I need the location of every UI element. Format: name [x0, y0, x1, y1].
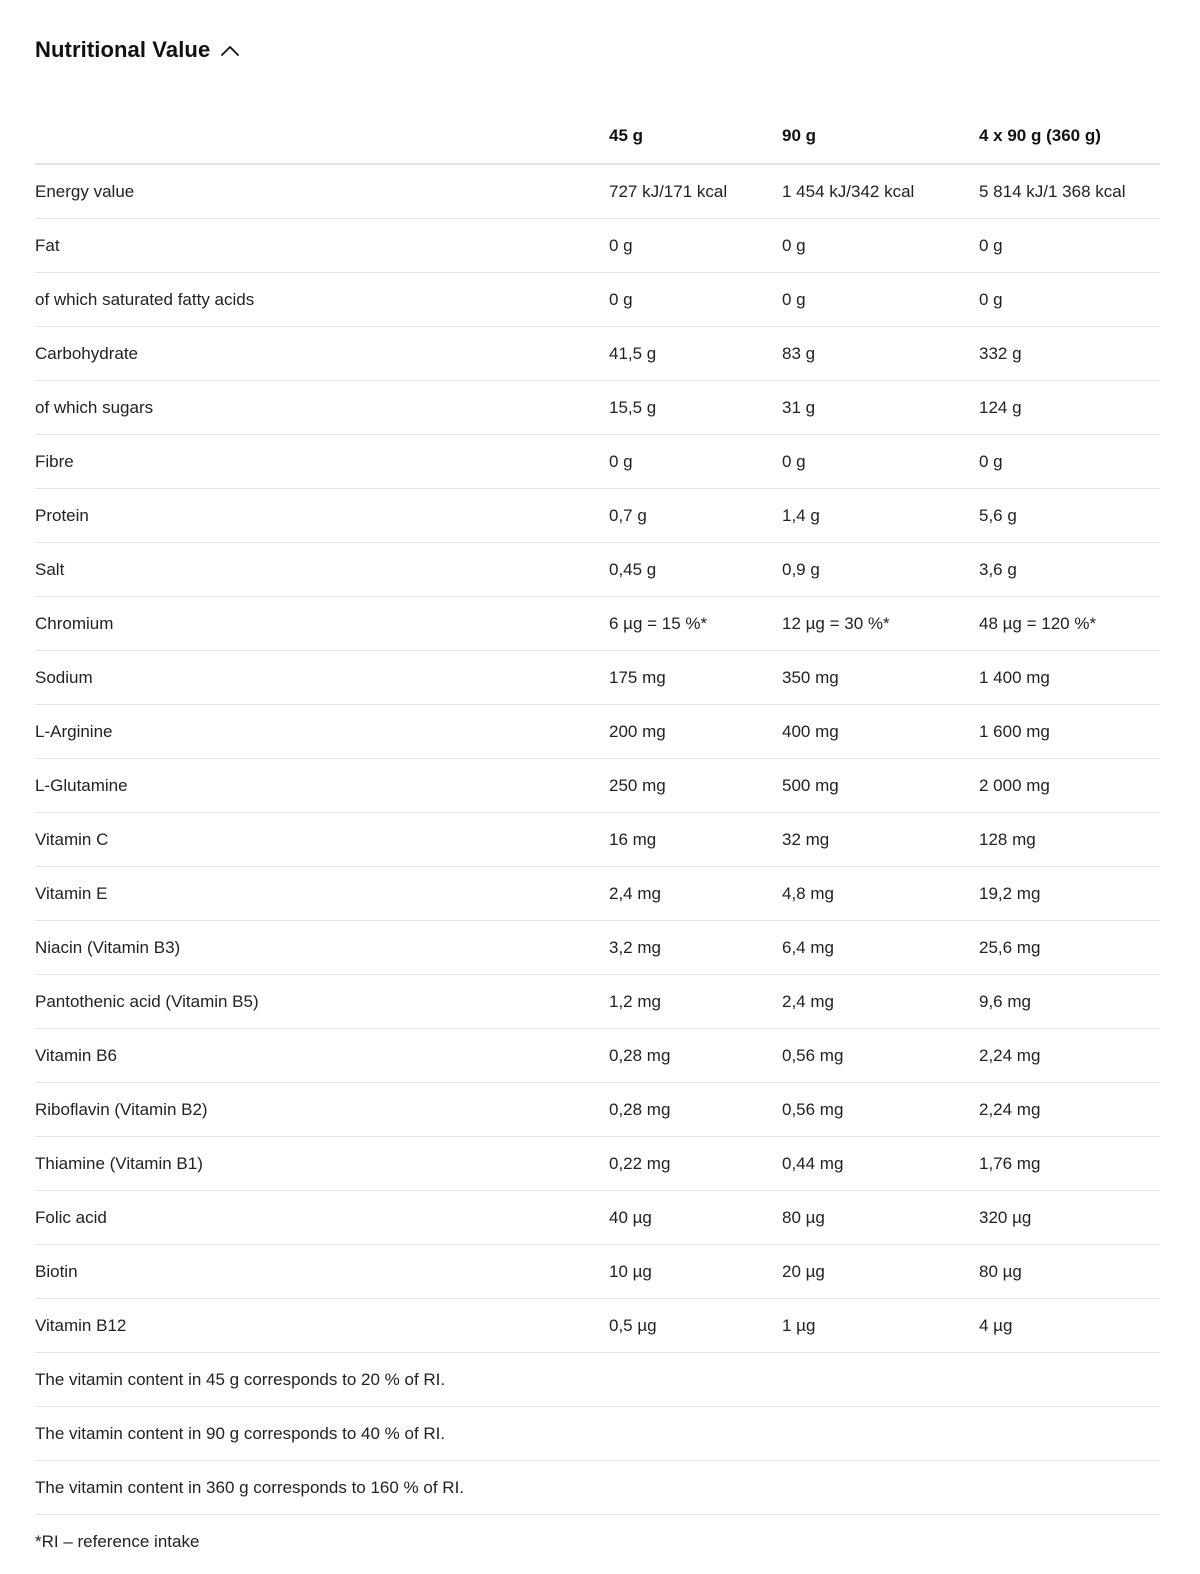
- value-360g: 48 µg = 120 %*: [979, 597, 1160, 651]
- value-45g: 0 g: [609, 219, 782, 273]
- nutrient-name: Protein: [35, 489, 609, 543]
- nutrient-name: Vitamin C: [35, 813, 609, 867]
- value-90g: 350 mg: [782, 651, 979, 705]
- value-360g: 0 g: [979, 435, 1160, 489]
- value-360g: 4 µg: [979, 1299, 1160, 1353]
- table-row: [35, 435, 1160, 489]
- table-row: [35, 921, 1160, 975]
- value-360g: 3,6 g: [979, 543, 1160, 597]
- table-row: [35, 1083, 1160, 1137]
- value-90g: 0,56 mg: [782, 1083, 979, 1137]
- value-45g: 40 µg: [609, 1191, 782, 1245]
- value-45g: 727 kJ/171 kcal: [609, 164, 782, 219]
- value-90g: 83 g: [782, 327, 979, 381]
- table-row: [35, 543, 1160, 597]
- value-45g: 0,28 mg: [609, 1029, 782, 1083]
- value-45g: 200 mg: [609, 705, 782, 759]
- nutrient-name: Pantothenic acid (Vitamin B5): [35, 975, 609, 1029]
- note-text: *RI – reference intake: [35, 1531, 200, 1551]
- value-90g: 20 µg: [782, 1245, 979, 1299]
- value-360g: 2,24 mg: [979, 1083, 1160, 1137]
- value-90g: 1 µg: [782, 1299, 979, 1353]
- nutrient-name: Vitamin B12: [35, 1299, 609, 1353]
- value-45g: 10 µg: [609, 1245, 782, 1299]
- value-90g: 0 g: [782, 435, 979, 489]
- value-360g: 332 g: [979, 327, 1160, 381]
- table-row: [35, 705, 1160, 759]
- nutrient-name: Riboflavin (Vitamin B2): [35, 1083, 609, 1137]
- nutrient-name: Fat: [35, 219, 609, 273]
- value-90g: 1,4 g: [782, 489, 979, 543]
- nutrient-name: L-Arginine: [35, 705, 609, 759]
- value-90g: 400 mg: [782, 705, 979, 759]
- table-row: [35, 1299, 1160, 1353]
- value-45g: 0 g: [609, 435, 782, 489]
- nutritional-value-section: [35, 0, 1160, 1568]
- nutrient-name: Thiamine (Vitamin B1): [35, 1137, 609, 1191]
- value-90g: 80 µg: [782, 1191, 979, 1245]
- nutrient-name: Niacin (Vitamin B3): [35, 921, 609, 975]
- value-360g: 1 600 mg: [979, 705, 1160, 759]
- value-45g: 16 mg: [609, 813, 782, 867]
- value-90g: 2,4 mg: [782, 975, 979, 1029]
- table-row: [35, 975, 1160, 1029]
- value-90g: 6,4 mg: [782, 921, 979, 975]
- value-360g: 128 mg: [979, 813, 1160, 867]
- nutrient-name: Biotin: [35, 1245, 609, 1299]
- table-row: [35, 164, 1160, 219]
- value-45g: 0 g: [609, 273, 782, 327]
- header-nutrient: [35, 109, 609, 164]
- value-45g: 1,2 mg: [609, 975, 782, 1029]
- nutrient-name: Energy value: [35, 164, 609, 219]
- nutrient-name: Carbohydrate: [35, 327, 609, 381]
- nutrition-table: [35, 109, 1160, 1568]
- table-row: [35, 1245, 1160, 1299]
- value-90g: 0 g: [782, 219, 979, 273]
- value-45g: 250 mg: [609, 759, 782, 813]
- note-row: [35, 1515, 1160, 1569]
- note-row: [35, 1353, 1160, 1407]
- value-360g: 0 g: [979, 219, 1160, 273]
- value-360g: 5,6 g: [979, 489, 1160, 543]
- value-90g: 0,9 g: [782, 543, 979, 597]
- table-row: [35, 759, 1160, 813]
- table-row: [35, 327, 1160, 381]
- value-45g: 2,4 mg: [609, 867, 782, 921]
- value-90g: 31 g: [782, 381, 979, 435]
- value-90g: 1 454 kJ/342 kcal: [782, 164, 979, 219]
- note-row: [35, 1461, 1160, 1515]
- value-45g: 0,28 mg: [609, 1083, 782, 1137]
- nutrient-name: Salt: [35, 543, 609, 597]
- table-header-row: [35, 109, 1160, 164]
- nutrient-name: of which sugars: [35, 381, 609, 435]
- value-360g: 1,76 mg: [979, 1137, 1160, 1191]
- value-360g: 1 400 mg: [979, 651, 1160, 705]
- note-row: [35, 1407, 1160, 1461]
- value-360g: 124 g: [979, 381, 1160, 435]
- value-360g: 80 µg: [979, 1245, 1160, 1299]
- table-row: [35, 867, 1160, 921]
- value-45g: 6 µg = 15 %*: [609, 597, 782, 651]
- nutritional-value-toggle[interactable]: [35, 0, 1160, 100]
- note-text: The vitamin content in 90 g corresponds to 40 % of RI.: [35, 1407, 1160, 1461]
- value-360g: 2,24 mg: [979, 1029, 1160, 1083]
- value-360g: 19,2 mg: [979, 867, 1160, 921]
- table-row: [35, 273, 1160, 327]
- table-row: [35, 651, 1160, 705]
- value-45g: 41,5 g: [609, 327, 782, 381]
- table-row: [35, 489, 1160, 543]
- value-360g: 5 814 kJ/1 368 kcal: [979, 164, 1160, 219]
- nutrient-name: Fibre: [35, 435, 609, 489]
- value-360g: 320 µg: [979, 1191, 1160, 1245]
- table-row: [35, 219, 1160, 273]
- nutrient-name: L-Glutamine: [35, 759, 609, 813]
- table-row: [35, 381, 1160, 435]
- table-row: [35, 1137, 1160, 1191]
- value-45g: 15,5 g: [609, 381, 782, 435]
- nutrient-name: Vitamin B6: [35, 1029, 609, 1083]
- value-45g: 0,7 g: [609, 489, 782, 543]
- note-text: The vitamin content in 45 g corresponds to 20 % of RI.: [35, 1353, 1160, 1407]
- nutrient-name: of which saturated fatty acids: [35, 273, 609, 327]
- nutrient-name: Sodium: [35, 651, 609, 705]
- table-body: [35, 164, 1160, 1568]
- table-row: [35, 597, 1160, 651]
- nutrient-name: Folic acid: [35, 1191, 609, 1245]
- value-45g: 3,2 mg: [609, 921, 782, 975]
- value-360g: 25,6 mg: [979, 921, 1160, 975]
- section-title: Nutritional Value: [35, 37, 211, 62]
- chevron-up-icon: [219, 40, 241, 62]
- note-text: The vitamin content in 360 g corresponds to 160 % of RI.: [35, 1461, 1160, 1515]
- table-row: [35, 813, 1160, 867]
- value-90g: 4,8 mg: [782, 867, 979, 921]
- table-row: [35, 1029, 1160, 1083]
- value-90g: 32 mg: [782, 813, 979, 867]
- value-90g: 0,56 mg: [782, 1029, 979, 1083]
- value-90g: 12 µg = 30 %*: [782, 597, 979, 651]
- value-90g: 500 mg: [782, 759, 979, 813]
- value-45g: 0,22 mg: [609, 1137, 782, 1191]
- header-90g: 90 g: [782, 109, 979, 164]
- value-45g: 175 mg: [609, 651, 782, 705]
- value-45g: 0,45 g: [609, 543, 782, 597]
- value-360g: 9,6 mg: [979, 975, 1160, 1029]
- header-360g: 4 x 90 g (360 g): [979, 109, 1160, 164]
- header-45g: 45 g: [609, 109, 782, 164]
- value-90g: 0 g: [782, 273, 979, 327]
- value-360g: 2 000 mg: [979, 759, 1160, 813]
- value-45g: 0,5 µg: [609, 1299, 782, 1353]
- value-360g: 0 g: [979, 273, 1160, 327]
- nutrient-name: Vitamin E: [35, 867, 609, 921]
- nutrient-name: Chromium: [35, 597, 609, 651]
- table-row: [35, 1191, 1160, 1245]
- value-90g: 0,44 mg: [782, 1137, 979, 1191]
